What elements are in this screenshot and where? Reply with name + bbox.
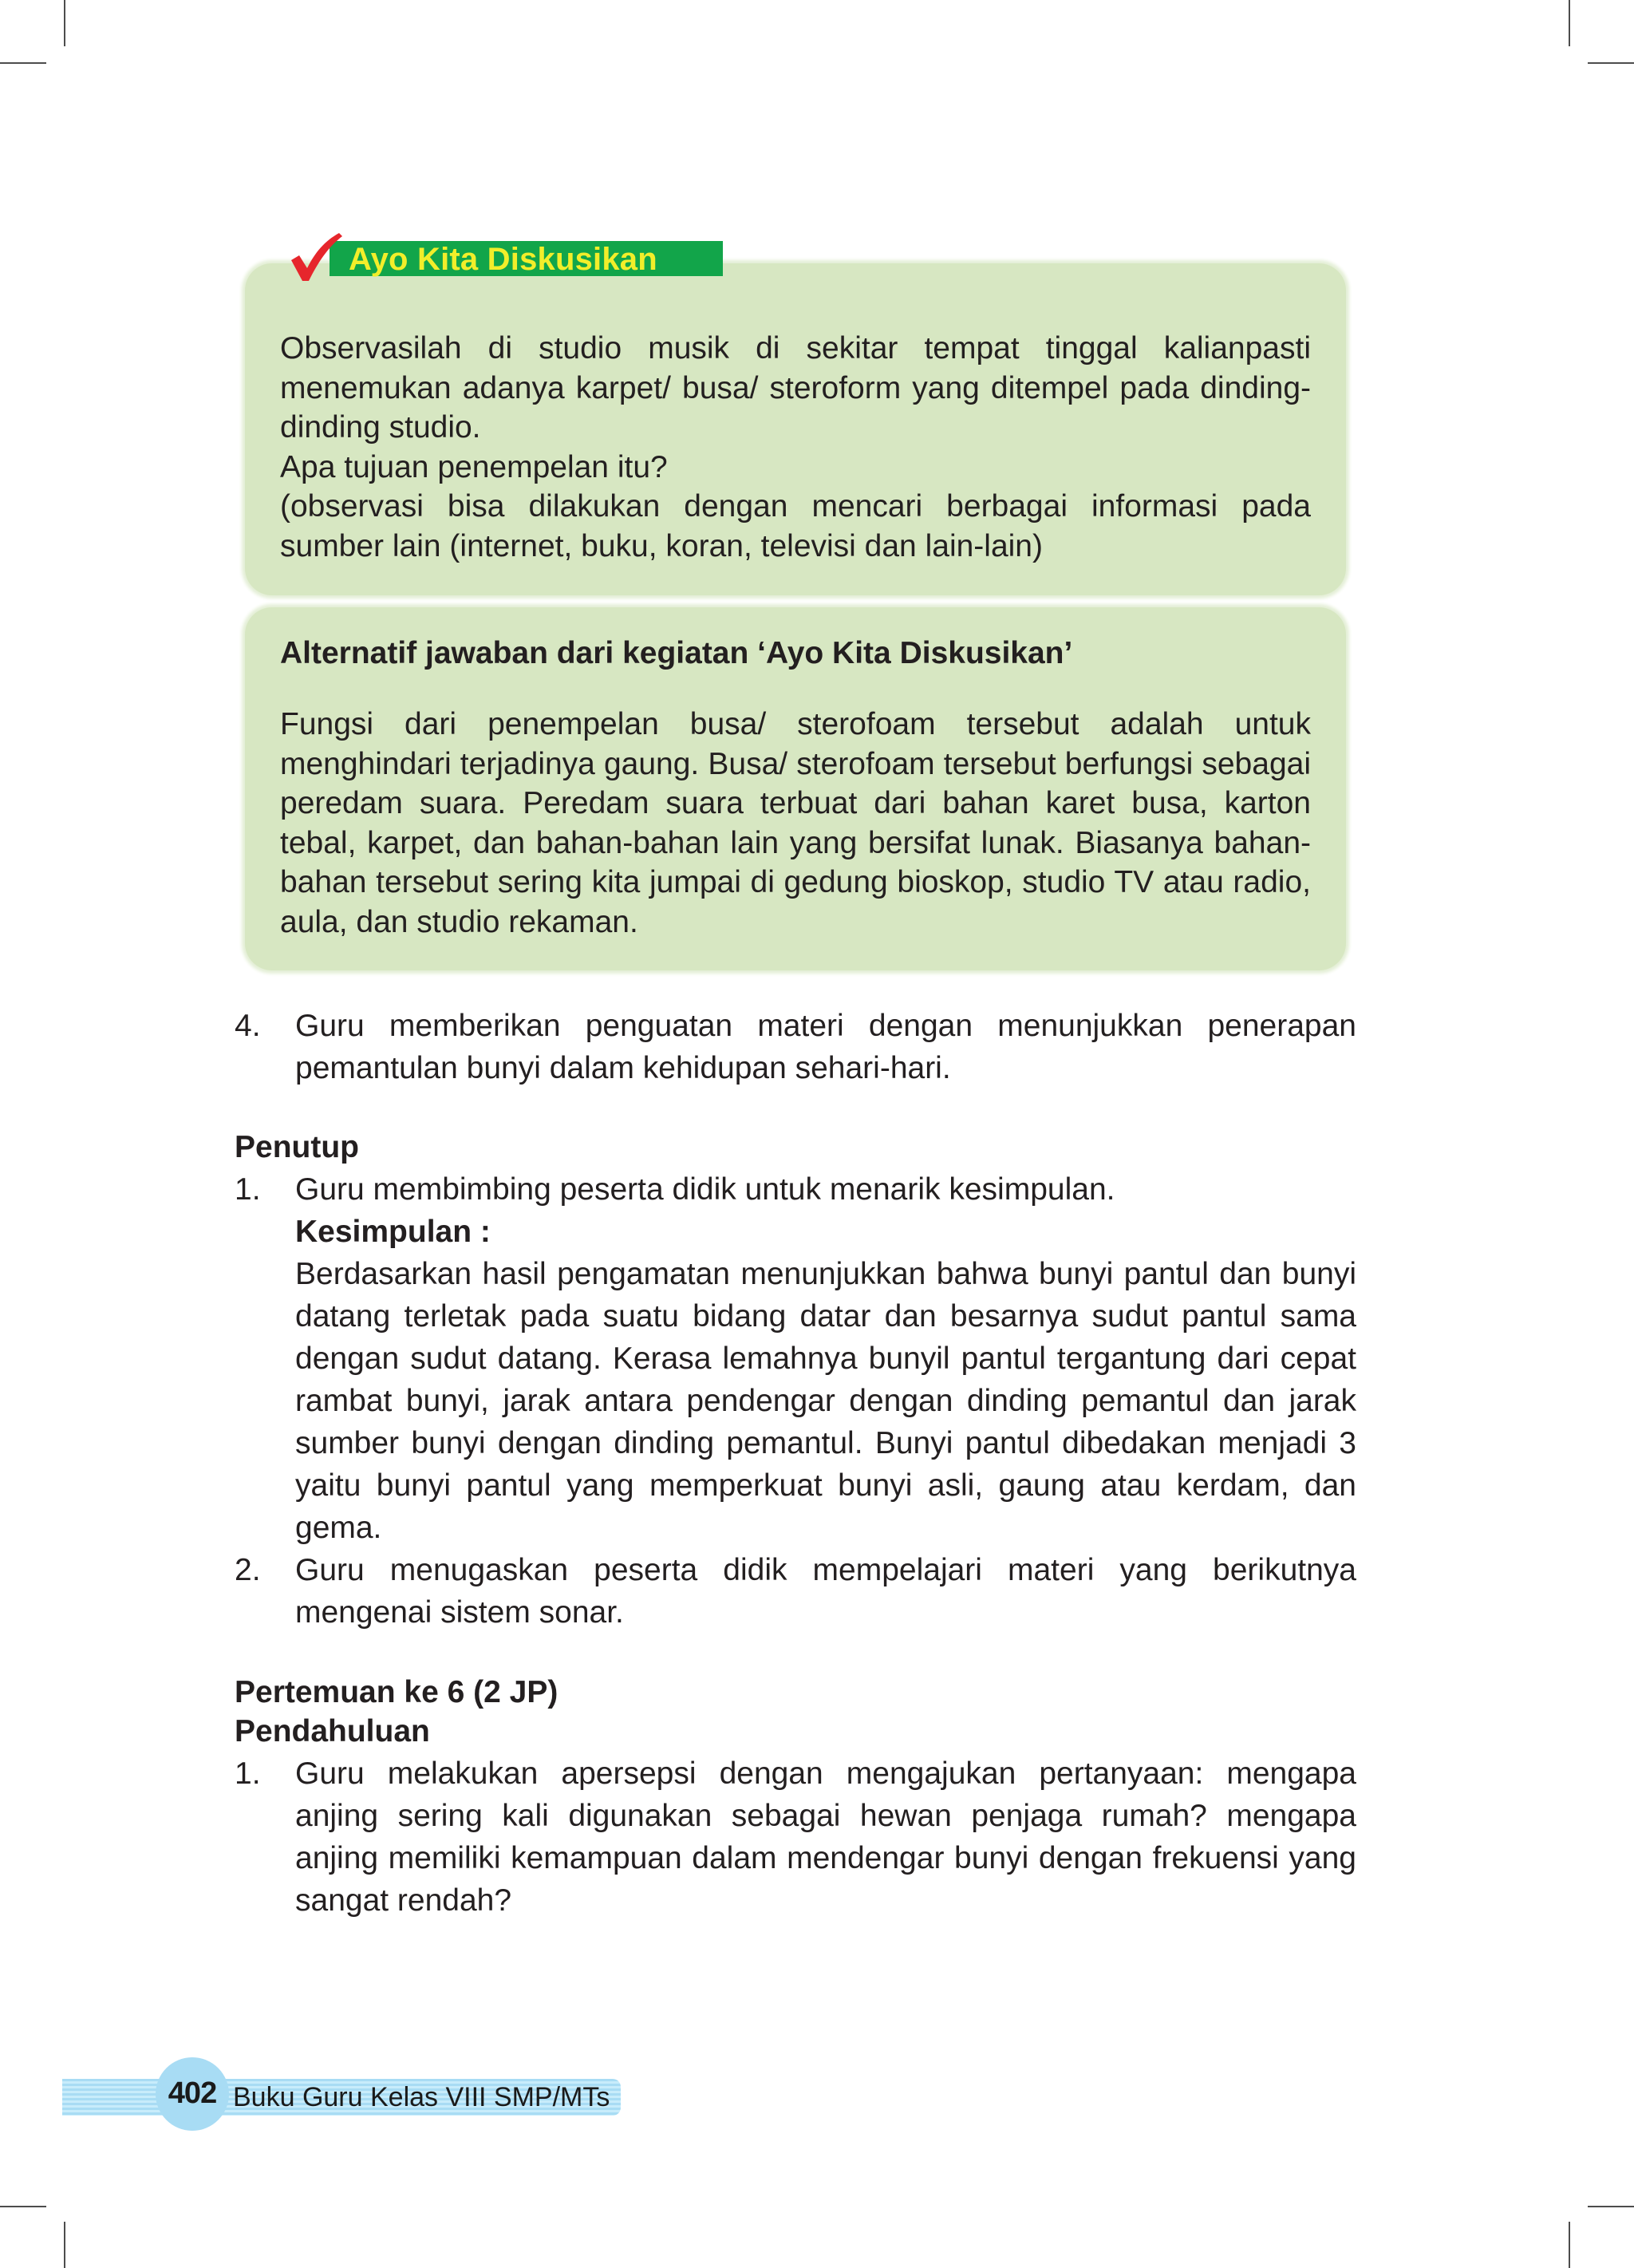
list-text: Guru melakukan apersepsi dengan mengajukan pertanyaan: mengapa anjing sering kali digunakan sebagai hewan penjaga rumah? mengapa anjing memiliki kemampuan dalam mendengar bunyi dengan frekuensi yang sangat rendah?: [295, 1756, 1356, 1918]
list-number: 1.: [235, 1172, 261, 1207]
discussion-box: [245, 263, 1346, 595]
list-text: Guru memberikan penguatan materi dengan menunjukkan penerapan pemantulan bunyi dalam kehidupan sehari-hari.: [295, 1009, 1356, 1085]
list-text: Guru menugaskan peserta didik mempelajari materi yang berikutnya mengenai sistem sonar.: [295, 1553, 1356, 1630]
discussion-question: Apa tujuan penempelan itu?: [280, 449, 668, 484]
crop-mark: [1569, 0, 1570, 46]
badge-title: Ayo Kita Diskusikan: [349, 242, 657, 277]
list-number: 2.: [235, 1553, 261, 1587]
discussion-text: [280, 329, 1311, 566]
kesimpulan-text: Berdasarkan hasil pengamatan menunjukkan bahwa bunyi pantul dan bunyi datang terletak pada suatu bidang datar dan besarnya sudut pantul sama dengan sudut datang. Kerasa lemahnya bunyil pantul tergantung dari cepat rambat bunyi, jarak antara pendengar dengan dinding pemantul dan jarak sumber bunyi dengan dinding pemantul. Bunyi pantul dibedakan menjadi 3 yaitu bunyi pantul yang memperkuat bunyi asli, gaung atau kerdam, dan gema.: [295, 1257, 1356, 1545]
book-title: Buku Guru Kelas VIII SMP/MTs: [233, 2082, 610, 2112]
list-number: 1.: [235, 1756, 261, 1791]
page-number: 402: [168, 2076, 217, 2110]
pertemuan-section: [235, 1671, 1356, 1922]
crop-mark: [64, 0, 65, 46]
crop-mark: [1588, 2206, 1634, 2207]
discussion-paragraph: Observasilah di studio musik di sekitar tempat tinggal kalianpasti menemukan adanya karpet/ busa/ steroform yang ditempel pada dinding-dinding studio.: [280, 331, 1311, 445]
section-subheading: Pendahuluan: [235, 1714, 430, 1748]
list-text: Guru membimbing peserta didik untuk menarik kesimpulan.: [295, 1172, 1115, 1207]
crop-mark: [1588, 62, 1634, 64]
crop-mark: [64, 2222, 65, 2268]
section-badge: [288, 233, 723, 283]
crop-mark: [0, 62, 46, 64]
section-heading: Penutup: [235, 1130, 359, 1164]
crop-mark: [0, 2206, 46, 2207]
main-content: [235, 1005, 1356, 1089]
list-item: [235, 1005, 1356, 1089]
discussion-note: (observasi bisa dilakukan dengan mencari berbagai informasi pada sumber lain (internet, buku, koran, televisi dan lain-lain): [280, 489, 1311, 563]
kesimpulan-label: Kesimpulan :: [295, 1215, 491, 1249]
answer-text: Fungsi dari penempelan busa/ sterofoam tersebut adalah untuk menghindari terjadinya gaung. Busa/ sterofoam tersebut berfungsi sebagai peredam suara. Peredam suara terbuat dari bahan karet busa, karton tebal, karpet, dan bahan-bahan lain yang bersifat lunak. Biasanya bahan-bahan tersebut sering kita jumpai di gedung bioskop, studio TV atau radio, aula, dan studio rekaman.: [280, 707, 1311, 939]
section-heading: Pertemuan ke 6 (2 JP): [235, 1675, 558, 1709]
list-item: [235, 1549, 1356, 1634]
answer-box: [245, 607, 1346, 970]
badge-bar: [330, 241, 723, 276]
list-number: 4.: [235, 1009, 261, 1043]
checkmark-icon: [288, 233, 344, 283]
list-item: [235, 1752, 1356, 1922]
list-item: [235, 1168, 1356, 1549]
crop-mark: [1569, 2222, 1570, 2268]
penutup-section: [235, 1126, 1356, 1634]
answer-heading: Alternatif jawaban dari kegiatan ‘Ayo Kita Diskusikan’: [280, 636, 1073, 670]
